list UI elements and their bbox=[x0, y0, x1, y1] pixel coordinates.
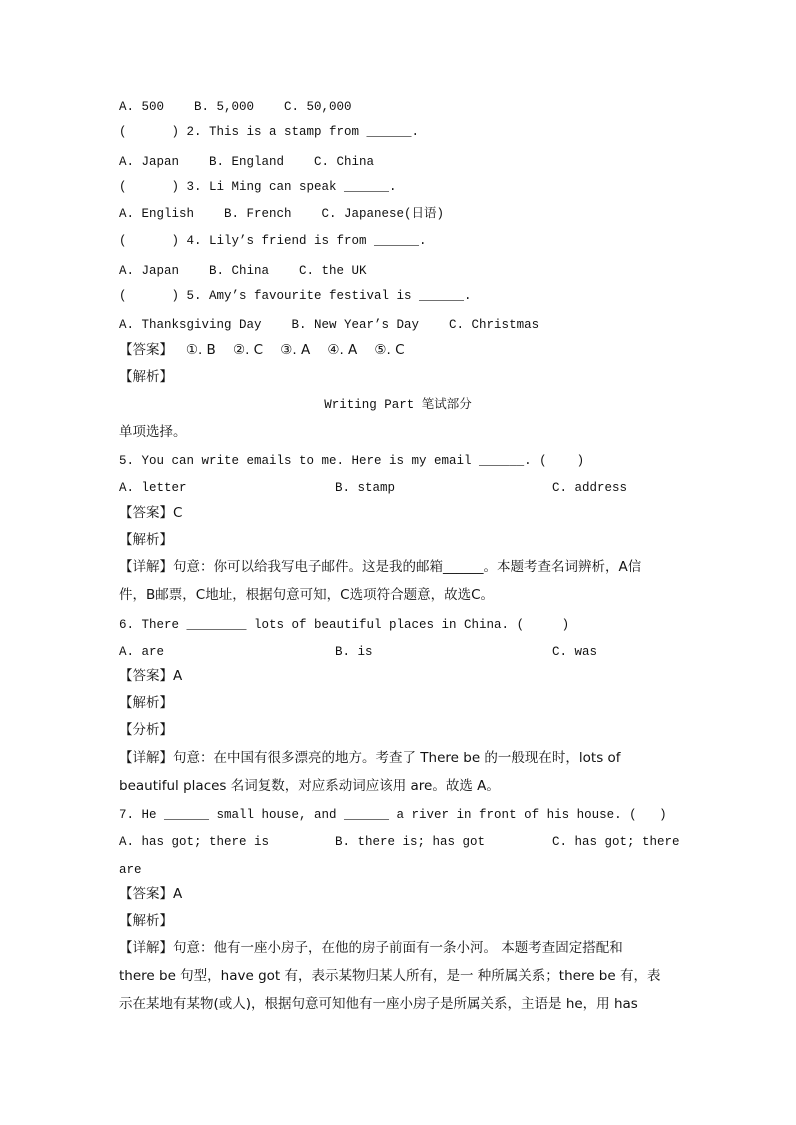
analysis-label: 【解析】 bbox=[119, 695, 173, 711]
detail-text: 【详解】句意：你可以给我写电子邮件。这是我的邮箱______。本题考查名词辨析，A信 bbox=[119, 559, 642, 575]
option-c: C. was bbox=[552, 645, 598, 659]
analysis-label: 【分析】 bbox=[119, 722, 173, 738]
analysis-label: 【解析】 bbox=[119, 913, 173, 929]
question-6: 6. There ________ lots of beautiful places in China. ( ) bbox=[119, 618, 570, 632]
options-q4: A. Japan B. China C. the UK bbox=[119, 264, 367, 278]
option-a: A. letter bbox=[119, 481, 187, 495]
section-title: Writing Part 笔试部分 bbox=[324, 398, 472, 412]
options-q5: A. Thanksgiving Day B. New Year’s Day C. Christmas bbox=[119, 318, 540, 332]
options-q3: A. English B. French C. Japanese(日语) bbox=[119, 207, 445, 221]
section-instruction: 单项选择。 bbox=[119, 424, 187, 440]
detail-text: 示在某地有某物(或人)，根据句意可知他有一座小房子是所属关系，主语是 he，用 has bbox=[119, 996, 638, 1012]
answer-label: 【答案】A bbox=[119, 668, 183, 684]
detail-text: 【详解】句意：他有一座小房子，在他的房子前面有一条小河。 本题考查固定搭配和 bbox=[119, 940, 623, 956]
options-q1: A. 500 B. 5,000 C. 50,000 bbox=[119, 100, 352, 114]
option-c-wrap: are bbox=[119, 863, 142, 877]
detail-text: there be 句型，have got 有，表示某物归某人所有，是一 种所属关系；there be 有，表 bbox=[119, 968, 661, 984]
option-c: C. has got; there bbox=[552, 835, 680, 849]
option-b: B. stamp bbox=[335, 481, 396, 495]
question-7: 7. He ______ small house, and ______ a river in front of his house. ( ) bbox=[119, 808, 667, 822]
analysis-label: 【解析】 bbox=[119, 532, 173, 548]
answer-label: 【答案】A bbox=[119, 886, 183, 902]
option-c: C. address bbox=[552, 481, 628, 495]
analysis-label: 【解析】 bbox=[119, 369, 173, 385]
option-b: B. is bbox=[335, 645, 373, 659]
options-q2: A. Japan B. England C. China bbox=[119, 155, 375, 169]
answer-listening: 【答案】 ①. B ②. C ③. A ④. A ⑤. C bbox=[119, 342, 405, 358]
detail-text: 件，B邮票，C地址，根据句意可知，C选项符合题意，故选C。 bbox=[119, 587, 495, 603]
question-5: ( ) 5. Amy’s favourite festival is ______. bbox=[119, 289, 472, 303]
option-b: B. there is; has got bbox=[335, 835, 486, 849]
detail-text: beautiful places 名词复数，对应系动词应该用 are。故选 A。 bbox=[119, 778, 500, 794]
answer-label: 【答案】C bbox=[119, 505, 183, 521]
question-2: ( ) 2. This is a stamp from ______. bbox=[119, 125, 420, 139]
detail-text: 【详解】句意：在中国有很多漂亮的地方。考查了 There be 的一般现在时，lots of bbox=[119, 750, 621, 766]
option-a: A. are bbox=[119, 645, 165, 659]
question-5-writing: 5. You can write emails to me. Here is my email ______. ( ) bbox=[119, 454, 585, 468]
option-a: A. has got; there is bbox=[119, 835, 270, 849]
question-4: ( ) 4. Lily’s friend is from ______. bbox=[119, 234, 427, 248]
question-3: ( ) 3. Li Ming can speak ______. bbox=[119, 180, 397, 194]
